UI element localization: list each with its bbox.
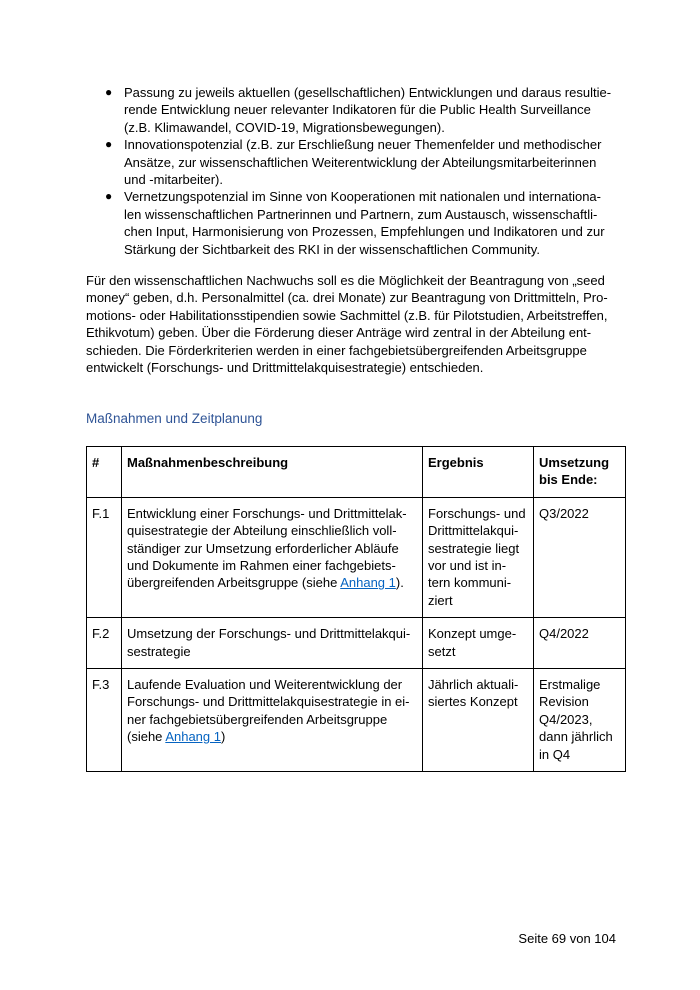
bullet-dot-icon: ●: [105, 137, 113, 152]
bullet-text: Vernetzungspotenzial im Sinne von Kooperationen mit nationalen und internationa-len wissenschaftlichen Partnerinnen und Partnern, zum Austausch, wissenschaftli-chen Input, Harmonisierung von Prozessen, Empfehlungen und Indikatoren und zur Stärkung der Sichtbarkeit des RKI in der wissenschaftlichen Community.: [124, 189, 605, 257]
bullet-text: Passung zu jeweils aktuellen (gesellschaftlichen) Entwicklungen und daraus resultie-rende Entwicklung neuer relevanter Indikatoren für die Public Health Surveillance (z.B. Klimawandel, COVID-19, Migrationsbewegungen).: [124, 85, 612, 135]
row-result: Forschungs- und Drittmittelakqui-sestrategie liegt vor und ist in-tern kommuni-ziert: [423, 497, 534, 617]
header-description: Maßnahmenbeschreibung: [122, 447, 423, 498]
header-due: Umsetzung bis Ende:: [534, 447, 626, 498]
row-result: Jährlich aktuali-siertes Konzept: [423, 669, 534, 772]
row-due: Erstmalige Revision Q4/2023, dann jährlich in Q4: [534, 669, 626, 772]
bullet-dot-icon: ●: [105, 85, 113, 99]
bullet-item: [105, 188, 618, 258]
row-description-end: ).: [395, 575, 404, 591]
row-id: F.3: [87, 669, 122, 772]
row-id: F.2: [87, 618, 122, 669]
page-number: Seite 69 von 104: [518, 931, 616, 946]
row-description: [122, 497, 423, 617]
row-due: Q4/2022: [534, 618, 626, 669]
bullet-dot-icon: ●: [105, 189, 113, 204]
bullet-item: [105, 84, 618, 136]
table-row: [87, 497, 626, 617]
row-description-text: Umsetzung der Forschungs- und Drittmittelakqui-sestrategie: [127, 626, 411, 659]
header-number: #: [87, 447, 122, 498]
appendix-link[interactable]: Anhang 1: [340, 575, 396, 591]
row-description: [122, 618, 423, 669]
row-description-text: Laufende Evaluation und Weiterentwicklung der Forschungs- und Drittmittelakquisestrategie in ei-ner fachgebietsübergreifenden Arbeitsgruppe (siehe: [127, 677, 410, 745]
measures-table: [86, 446, 626, 772]
appendix-link[interactable]: Anhang 1: [165, 729, 221, 745]
table-row: [87, 669, 626, 772]
row-description-end: ): [220, 729, 226, 745]
criteria-bullet-list: [105, 84, 618, 258]
bullet-item: [105, 136, 618, 188]
header-result: Ergebnis: [423, 447, 534, 498]
row-description-text: Entwicklung einer Forschungs- und Drittmittelak-quisestrategie der Abteilung einschließlich voll-ständiger zur Umsetzung erforderlicher Abläufe und Dokumente im Rahmen einer fachgebiets-übergreifenden Arbeitsgruppe (siehe: [127, 505, 407, 591]
row-description: [122, 669, 423, 772]
row-due: Q3/2022: [534, 497, 626, 617]
row-id: F.1: [87, 497, 122, 617]
bullet-text: Innovationspotenzial (z.B. zur Erschließung neuer Themenfelder und methodischer Ansätze, zur wissenschaftlichen Weiterentwicklung der Abteilungsmitarbeiterinnen und -mitarbeiter).: [124, 137, 602, 188]
section-heading: Maßnahmen und Zeitplanung: [86, 411, 263, 426]
table-header-row: [87, 447, 626, 498]
row-result: Konzept umge-setzt: [423, 618, 534, 669]
table-row: [87, 618, 626, 669]
body-paragraph: Für den wissenschaftlichen Nachwuchs soll es die Möglichkeit der Beantragung von „seed money“ geben, d.h. Personalmittel (ca. drei Monate) zur Beantragung von Drittmitteln, Pro-motions- oder Habilitationsstipendien sowie Sachmittel (z.B. für Pilotstudien, Arbeitstreffen, Ethikvotum) geben. Über die Förderung dieser Anträge wird zentral in der Abteilung ent-schieden. Die Förderkriterien werden in einer fachgebietsübergreifenden Arbeitsgruppe entwickelt (Forschungs- und Drittmittelakquisestrategie) entschieden.: [86, 273, 608, 376]
